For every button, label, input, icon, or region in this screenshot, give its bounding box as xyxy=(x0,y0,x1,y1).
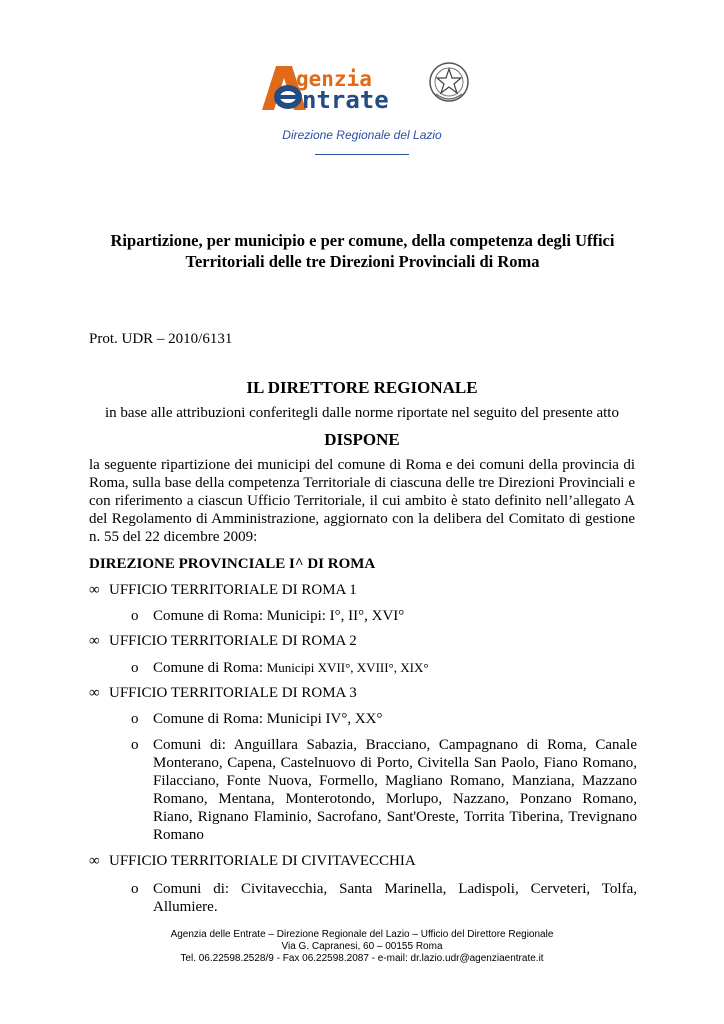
sub-item-text xyxy=(153,659,637,677)
page-footer xyxy=(0,929,724,965)
protocol-number: Prot. UDR – 2010/6131 xyxy=(89,331,233,347)
circle-bullet-icon: o xyxy=(131,608,139,624)
office-sub-item xyxy=(131,607,636,625)
regional-direction-subtitle: Direzione Regionale del Lazio xyxy=(282,128,442,142)
sub-item-rest: Municipi XVII°, XVIII°, XIX° xyxy=(266,660,429,675)
circle-bullet-icon: o xyxy=(131,660,139,676)
footer-line-2: Via G. Capranesi, 60 – 00155 Roma xyxy=(281,941,443,952)
agenzia-entrate-logo xyxy=(262,60,462,120)
sub-item-text: Comune di Roma: Municipi: I°, II°, XVI° xyxy=(153,608,405,624)
title-line-2: Territoriali delle tre Direzioni Provinciali di Roma xyxy=(185,252,540,271)
section-heading: DIREZIONE PROVINCIALE I^ DI ROMA xyxy=(89,556,376,572)
office-sub-item xyxy=(131,659,636,677)
italian-republic-emblem-icon xyxy=(428,60,470,104)
sub-item-text: Comuni di: Civitavecchia, Santa Marinella, Ladispoli, Cerveteri, Tolfa, Allumiere. xyxy=(153,881,637,915)
infinity-bullet-icon: ∞ xyxy=(89,853,100,869)
subtitle-divider xyxy=(315,154,409,155)
circle-bullet-icon: o xyxy=(131,881,139,897)
director-heading: IL DIRETTORE REGIONALE xyxy=(246,378,478,397)
main-paragraph: la seguente ripartizione dei municipi del comune di Roma e dei comuni della provincia di Roma, sulla base della competenza Territoriale di ciascuna delle tre Direzioni Provinciali e con riferimento a ciascun Ufficio Territoriale, il cui ambito è stato definito nell’allegato A del Regolamento di Amministrazione, aggiornato con la delibera del Comitato di gestione n. 55 del 22 dicembre 2009: xyxy=(89,457,635,545)
footer-line-3: Tel. 06.22598.2528/9 - Fax 06.22598.2087 - e-mail: dr.lazio.udr@agenziaentrate.it xyxy=(180,953,544,964)
sub-item-text: Comune di Roma: Municipi IV°, XX° xyxy=(153,711,383,727)
infinity-bullet-icon: ∞ xyxy=(89,685,100,701)
logo-text-bottom: ntrate xyxy=(302,86,389,114)
infinity-bullet-icon: ∞ xyxy=(89,582,100,598)
document-title xyxy=(90,230,635,272)
sub-item-prefix: Comune di Roma: xyxy=(153,660,267,676)
office-item xyxy=(89,633,357,650)
circle-bullet-icon: o xyxy=(131,737,139,753)
office-name: UFFICIO TERRITORIALE DI ROMA 3 xyxy=(109,685,357,701)
infinity-bullet-icon: ∞ xyxy=(89,633,100,649)
intro-line: in base alle attribuzioni conferitegli dalle norme riportate nel seguito del presente atto xyxy=(105,405,619,421)
sub-item-text: Comuni di: Anguillara Sabazia, Bracciano, Campagnano di Roma, Canale Monterano, Capena, Castelnuovo di Porto, Civitella San Paolo, Fiano Romano, Filacciano, Fonte Nuova, Formello, Magliano Romano, Manziana, Mazzano Romano, Mentana, Monterotondo, Morlupo, Nazzano, Ponzano Romano, Riano, Rignano Flaminio, Sacrofano, Sant'Oreste, Torrita Tiberina, Trevignano Romano xyxy=(153,737,637,843)
logo-text-top: genzia xyxy=(296,67,372,91)
circle-bullet-icon: o xyxy=(131,711,139,727)
office-name: UFFICIO TERRITORIALE DI ROMA 2 xyxy=(109,633,357,649)
title-line-1: Ripartizione, per municipio e per comune, della competenza degli Uffici xyxy=(110,231,615,250)
office-sub-item xyxy=(131,880,636,916)
footer-line-1: Agenzia delle Entrate – Direzione Regionale del Lazio – Ufficio del Direttore Regionale xyxy=(170,929,554,940)
office-item xyxy=(89,853,416,870)
office-sub-item xyxy=(131,710,636,728)
office-item xyxy=(89,685,357,702)
dispone-heading: DISPONE xyxy=(324,430,400,449)
office-sub-item xyxy=(131,736,636,846)
office-name: UFFICIO TERRITORIALE DI ROMA 1 xyxy=(109,582,357,598)
office-item xyxy=(89,582,357,599)
office-name: UFFICIO TERRITORIALE DI CIVITAVECCHIA xyxy=(109,853,416,869)
